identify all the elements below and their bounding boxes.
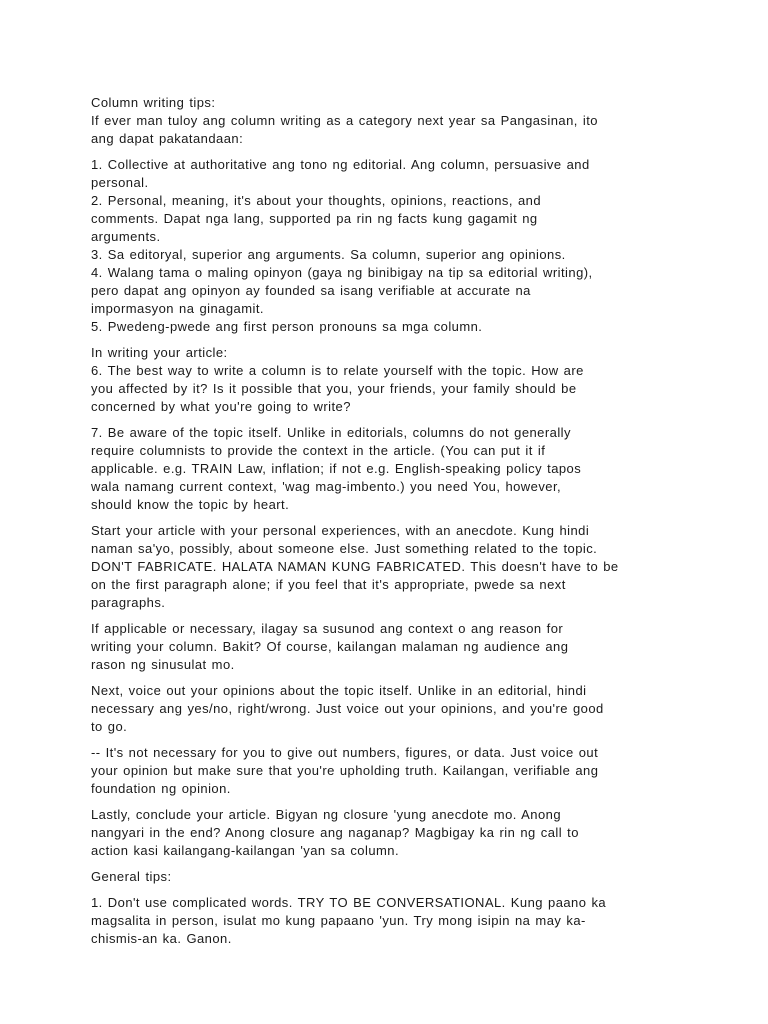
text-line: personal.	[91, 175, 149, 190]
paragraph-spacer	[91, 416, 691, 424]
text-line: -- It's not necessary for you to give out numbers, figures, or data. Just voice out	[91, 745, 599, 760]
paragraph-spacer	[91, 674, 691, 682]
paragraph-spacer	[91, 514, 691, 522]
paragraph	[91, 806, 691, 860]
document-page	[91, 94, 691, 948]
text-line: you affected by it? Is it possible that you, your friends, your family should be	[91, 381, 577, 396]
text-line: If ever man tuloy ang column writing as a category next year sa Pangasinan, ito	[91, 113, 598, 128]
text-line: naman sa'yo, possibly, about someone else. Just something related to the topic.	[91, 541, 598, 556]
text-line: DON'T FABRICATE. HALATA NAMAN KUNG FABRICATED. This doesn't have to be	[91, 559, 619, 574]
text-line: 6. The best way to write a column is to relate yourself with the topic. How are	[91, 363, 584, 378]
text-line: 1. Collective at authoritative ang tono ng editorial. Ang column, persuasive and	[91, 157, 590, 172]
text-line: applicable. e.g. TRAIN Law, inflation; if not e.g. English-speaking policy tapos	[91, 461, 582, 476]
text-line: Column writing tips:	[91, 95, 216, 110]
text-line: writing your column. Bakit? Of course, kailangan malaman ng audience ang	[91, 639, 569, 654]
text-line: your opinion but make sure that you're upholding truth. Kailangan, verifiable ang	[91, 763, 599, 778]
text-line: comments. Dapat nga lang, supported pa rin ng facts kung gagamit ng	[91, 211, 538, 226]
text-line: necessary ang yes/no, right/wrong. Just voice out your opinions, and you're good	[91, 701, 604, 716]
paragraph-spacer	[91, 860, 691, 868]
text-line: should know the topic by heart.	[91, 497, 290, 512]
text-line: Next, voice out your opinions about the topic itself. Unlike in an editorial, hindi	[91, 683, 587, 698]
text-line: impormasyon na ginagamit.	[91, 301, 264, 316]
paragraph	[91, 744, 691, 798]
paragraph	[91, 682, 691, 736]
paragraph	[91, 620, 691, 674]
text-line: 7. Be aware of the topic itself. Unlike in editorials, columns do not generally	[91, 425, 571, 440]
text-line: concerned by what you're going to write?	[91, 399, 351, 414]
paragraph-spacer	[91, 798, 691, 806]
text-line: on the first paragraph alone; if you feel that it's appropriate, pwede sa next	[91, 577, 566, 592]
text-line: 1. Don't use complicated words. TRY TO BE CONVERSATIONAL. Kung paano ka	[91, 895, 607, 910]
paragraph	[91, 156, 691, 336]
text-line: rason ng sinusulat mo.	[91, 657, 235, 672]
text-line: arguments.	[91, 229, 161, 244]
text-line: 5. Pwedeng-pwede ang first person pronouns sa mga column.	[91, 319, 483, 334]
paragraph-spacer	[91, 612, 691, 620]
text-line: General tips:	[91, 869, 172, 884]
text-line: require columnists to provide the context in the article. (You can put it if	[91, 443, 546, 458]
paragraph	[91, 424, 691, 514]
text-line: If applicable or necessary, ilagay sa susunod ang context o ang reason for	[91, 621, 564, 636]
paragraph	[91, 868, 691, 886]
text-line: foundation ng opinion.	[91, 781, 231, 796]
paragraph	[91, 344, 691, 416]
text-line: chismis-an ka. Ganon.	[91, 931, 232, 946]
paragraph	[91, 94, 691, 148]
document-body	[91, 94, 691, 948]
paragraph-spacer	[91, 336, 691, 344]
text-line: magsalita in person, isulat mo kung papaano 'yun. Try mong isipin na may ka-	[91, 913, 586, 928]
text-line: wala namang current context, 'wag mag-imbento.) you need You, however,	[91, 479, 562, 494]
paragraph-spacer	[91, 736, 691, 744]
text-line: to go.	[91, 719, 128, 734]
paragraph	[91, 522, 691, 612]
text-line: paragraphs.	[91, 595, 166, 610]
text-line: pero dapat ang opinyon ay founded sa isang verifiable at accurate na	[91, 283, 531, 298]
paragraph	[91, 894, 691, 948]
paragraph-spacer	[91, 148, 691, 156]
text-line: nangyari in the end? Anong closure ang naganap? Magbigay ka rin ng call to	[91, 825, 579, 840]
text-line: action kasi kailangang-kailangan 'yan sa column.	[91, 843, 400, 858]
text-line: ang dapat pakatandaan:	[91, 131, 244, 146]
text-line: 3. Sa editoryal, superior ang arguments. Sa column, superior ang opinions.	[91, 247, 566, 262]
text-line: Lastly, conclude your article. Bigyan ng closure 'yung anecdote mo. Anong	[91, 807, 562, 822]
text-line: 4. Walang tama o maling opinyon (gaya ng binibigay na tip sa editorial writing),	[91, 265, 593, 280]
text-line: Start your article with your personal experiences, with an anecdote. Kung hindi	[91, 523, 590, 538]
paragraph-spacer	[91, 886, 691, 894]
text-line: 2. Personal, meaning, it's about your thoughts, opinions, reactions, and	[91, 193, 542, 208]
text-line: In writing your article:	[91, 345, 228, 360]
